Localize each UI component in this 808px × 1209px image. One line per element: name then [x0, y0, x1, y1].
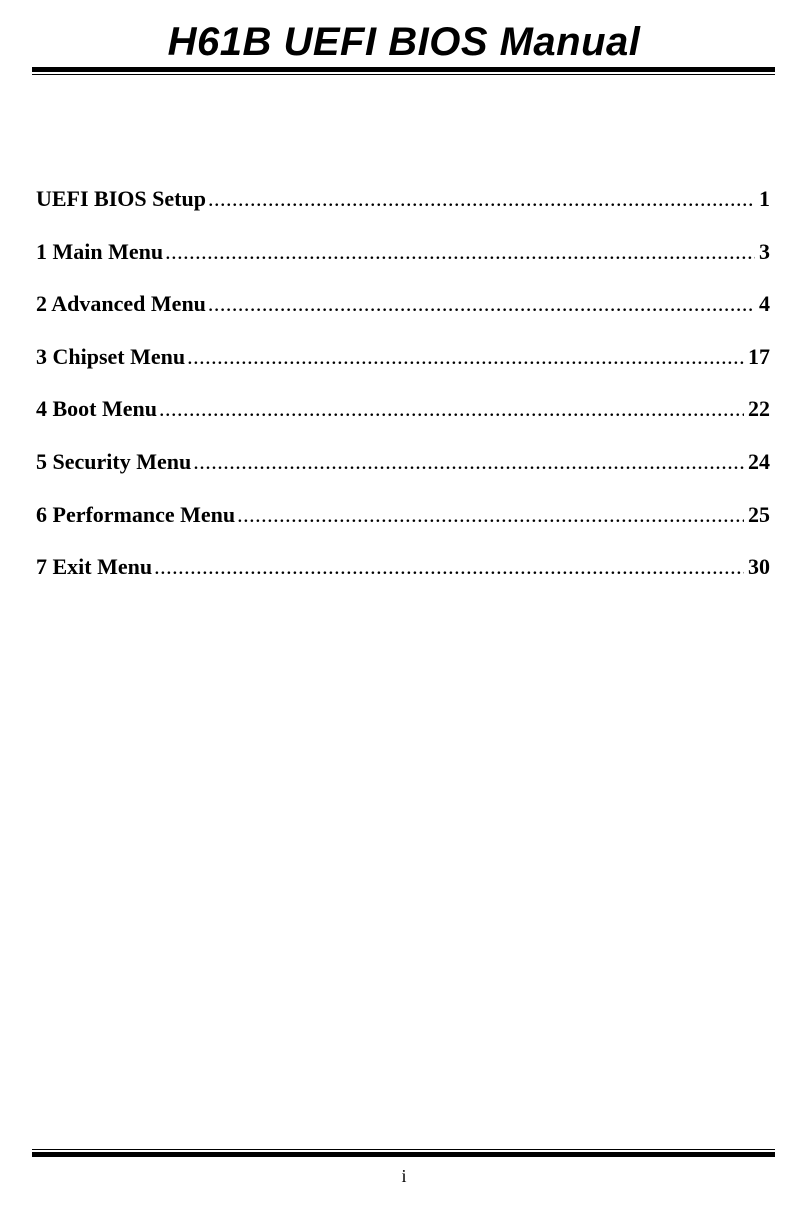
header-rule-thin — [32, 74, 775, 75]
toc-dot-leader — [208, 184, 755, 214]
toc-dot-leader — [165, 237, 755, 267]
toc-entry-page: 24 — [748, 448, 770, 474]
toc-dot-leader — [193, 447, 744, 477]
toc-dot-leader — [187, 342, 744, 372]
footer-rule-thin — [32, 1149, 775, 1150]
toc-entry-main-menu[interactable] — [36, 237, 770, 290]
toc-entry-chipset-menu[interactable] — [36, 342, 770, 395]
toc-dot-leader — [159, 394, 744, 424]
toc-entry-title: 6 Performance Menu — [36, 501, 236, 527]
table-of-contents — [36, 184, 770, 605]
toc-entry-page: 1 — [759, 186, 770, 211]
toc-entry-title: 5 Security Menu — [36, 448, 192, 474]
toc-entry-security-menu[interactable] — [36, 447, 770, 500]
toc-dot-leader — [237, 500, 744, 530]
toc-entry-page: 30 — [748, 554, 770, 580]
toc-entry-boot-menu[interactable] — [36, 394, 770, 447]
toc-dot-leader — [154, 552, 744, 582]
toc-entry-title: 3 Chipset Menu — [36, 343, 186, 369]
toc-entry-performance-menu[interactable] — [36, 500, 770, 553]
footer-rule-thick — [32, 1152, 775, 1157]
page-title: H61B UEFI BIOS Manual — [167, 20, 641, 64]
toc-entry-page: 22 — [748, 396, 770, 422]
toc-entry-page: 4 — [759, 291, 770, 317]
toc-entry-title: 1 Main Menu — [36, 238, 164, 264]
header-rule-thick — [32, 67, 775, 72]
toc-entry-uefi-bios-setup[interactable] — [36, 184, 770, 237]
toc-entry-title: 7 Exit Menu — [36, 554, 153, 580]
toc-entry-advanced-menu[interactable] — [36, 289, 770, 342]
toc-entry-page: 17 — [748, 343, 770, 369]
page-number: i — [401, 1166, 407, 1186]
toc-entry-page: 3 — [759, 238, 770, 264]
toc-entry-title: UEFI BIOS Setup — [36, 186, 206, 211]
toc-entry-exit-menu[interactable] — [36, 552, 770, 605]
toc-entry-title: 2 Advanced Menu — [36, 291, 206, 317]
toc-entry-title: 4 Boot Menu — [36, 396, 157, 422]
toc-dot-leader — [208, 289, 755, 319]
toc-entry-page: 25 — [748, 501, 770, 527]
